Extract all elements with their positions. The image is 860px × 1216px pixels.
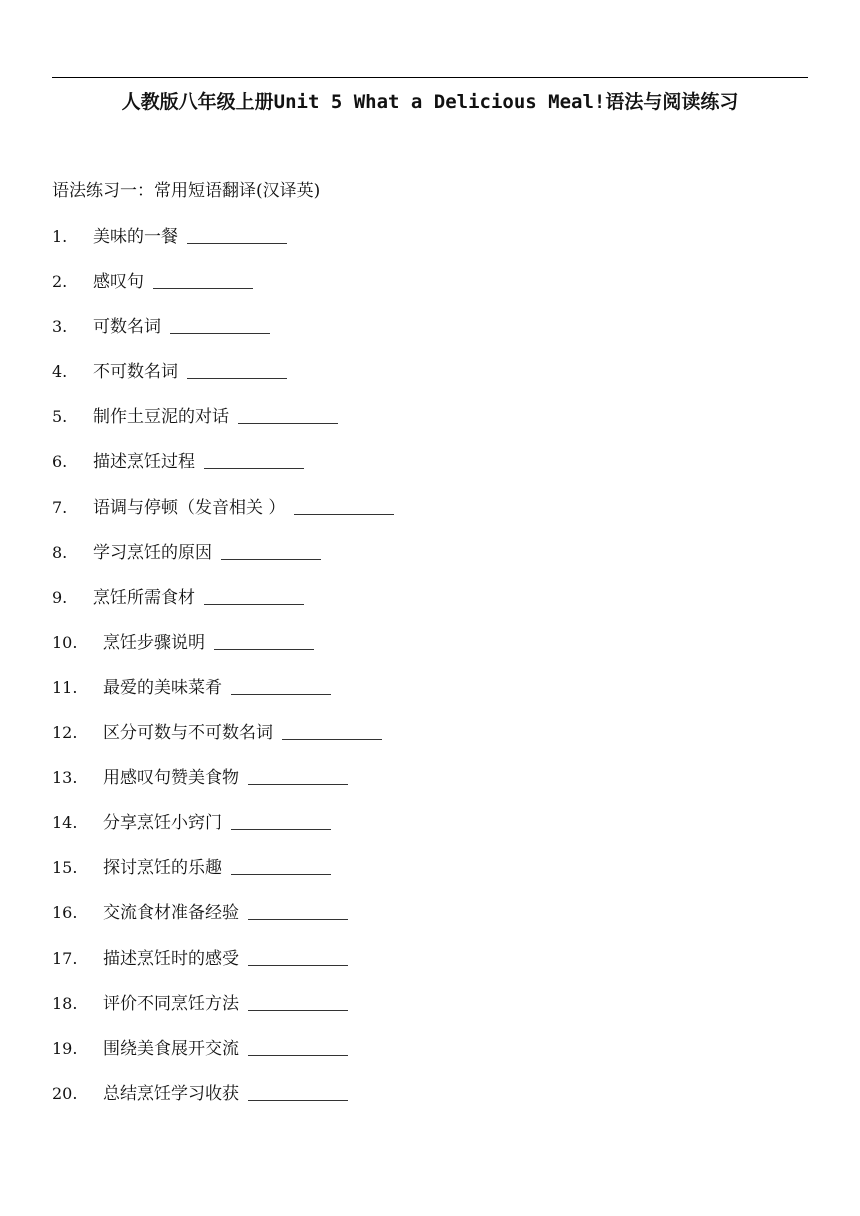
item-number: 11. — [52, 677, 78, 697]
answer-blank — [248, 765, 348, 785]
item-number: 20. — [52, 1083, 78, 1103]
exercise-item — [52, 765, 792, 810]
item-text: 描述烹饪时的感受 — [103, 948, 239, 969]
item-number: 6. — [52, 452, 68, 472]
answer-blank — [248, 900, 348, 920]
item-number: 12. — [52, 723, 78, 743]
answer-blank — [248, 1081, 348, 1101]
item-text: 分享烹饪小窍门 — [103, 813, 222, 834]
item-text: 感叹句 — [93, 272, 144, 293]
page-title: 人教版八年级上册Unit 5 What a Delicious Meal!语法与阅读练习 — [121, 91, 739, 113]
item-number: 9. — [52, 587, 68, 607]
exercise-item — [52, 810, 792, 855]
answer-blank — [238, 404, 338, 424]
section-heading: 语法练习一：常用短语翻译(汉译英) — [52, 181, 321, 201]
item-text: 最爱的美味菜肴 — [103, 677, 222, 698]
item-number: 3. — [52, 317, 68, 337]
exercise-item — [52, 720, 792, 765]
exercise-item — [52, 1036, 792, 1081]
item-number: 5. — [52, 407, 68, 427]
item-number: 16. — [52, 903, 78, 923]
item-number: 14. — [52, 813, 78, 833]
item-text: 用感叹句赞美食物 — [103, 768, 239, 789]
item-text: 探讨烹饪的乐趣 — [103, 858, 222, 879]
answer-blank — [231, 810, 331, 830]
answer-blank — [170, 314, 270, 334]
answer-blank — [214, 630, 314, 650]
item-number: 19. — [52, 1038, 78, 1058]
answer-blank — [248, 991, 348, 1011]
item-text: 烹饪所需食材 — [93, 587, 195, 608]
exercise-item — [52, 946, 792, 991]
exercise-item — [52, 900, 792, 945]
exercise-item — [52, 855, 792, 900]
answer-blank — [204, 449, 304, 469]
item-text: 围绕美食展开交流 — [103, 1038, 239, 1059]
item-text: 描述烹饪过程 — [93, 452, 195, 473]
answer-blank — [282, 720, 382, 740]
item-number: 2. — [52, 272, 68, 292]
answer-blank — [231, 675, 331, 695]
exercise-item — [52, 449, 792, 494]
exercise-item — [52, 404, 792, 449]
answer-blank — [153, 269, 253, 289]
item-text: 不可数名词 — [93, 362, 178, 383]
answer-blank — [187, 224, 287, 244]
exercise-item — [52, 991, 792, 1036]
answer-blank — [248, 946, 348, 966]
item-number: 10. — [52, 632, 78, 652]
answer-blank — [187, 359, 287, 379]
exercise-list — [52, 224, 792, 1126]
exercise-item — [52, 675, 792, 720]
exercise-item — [52, 540, 792, 585]
item-number: 15. — [52, 858, 78, 878]
item-text: 评价不同烹饪方法 — [103, 993, 239, 1014]
item-number: 1. — [52, 227, 68, 246]
exercise-item — [52, 359, 792, 404]
item-text: 美味的一餐 — [93, 227, 178, 247]
item-text: 语调与停顿（发音相关 ） — [93, 497, 286, 518]
item-text: 制作土豆泥的对话 — [93, 407, 229, 428]
exercise-item — [52, 314, 792, 359]
item-number: 7. — [52, 497, 68, 517]
exercise-item — [52, 224, 792, 269]
exercise-item — [52, 630, 792, 675]
item-number: 8. — [52, 542, 68, 562]
item-number: 17. — [52, 948, 78, 968]
answer-blank — [204, 585, 304, 605]
item-text: 交流食材准备经验 — [103, 903, 239, 924]
item-text: 区分可数与不可数名词 — [103, 723, 273, 744]
exercise-item — [52, 585, 792, 630]
header-rule — [52, 77, 808, 78]
item-number: 13. — [52, 768, 78, 788]
item-text: 可数名词 — [93, 317, 161, 338]
exercise-item — [52, 1081, 792, 1126]
item-number: 18. — [52, 993, 78, 1013]
answer-blank — [221, 540, 321, 560]
answer-blank — [231, 855, 331, 875]
answer-blank — [248, 1036, 348, 1056]
exercise-item — [52, 495, 792, 540]
item-text: 学习烹饪的原因 — [93, 542, 212, 563]
item-text: 总结烹饪学习收获 — [103, 1083, 239, 1104]
item-text: 烹饪步骤说明 — [103, 632, 205, 653]
item-number: 4. — [52, 362, 68, 382]
answer-blank — [294, 495, 394, 515]
exercise-item — [52, 269, 792, 314]
